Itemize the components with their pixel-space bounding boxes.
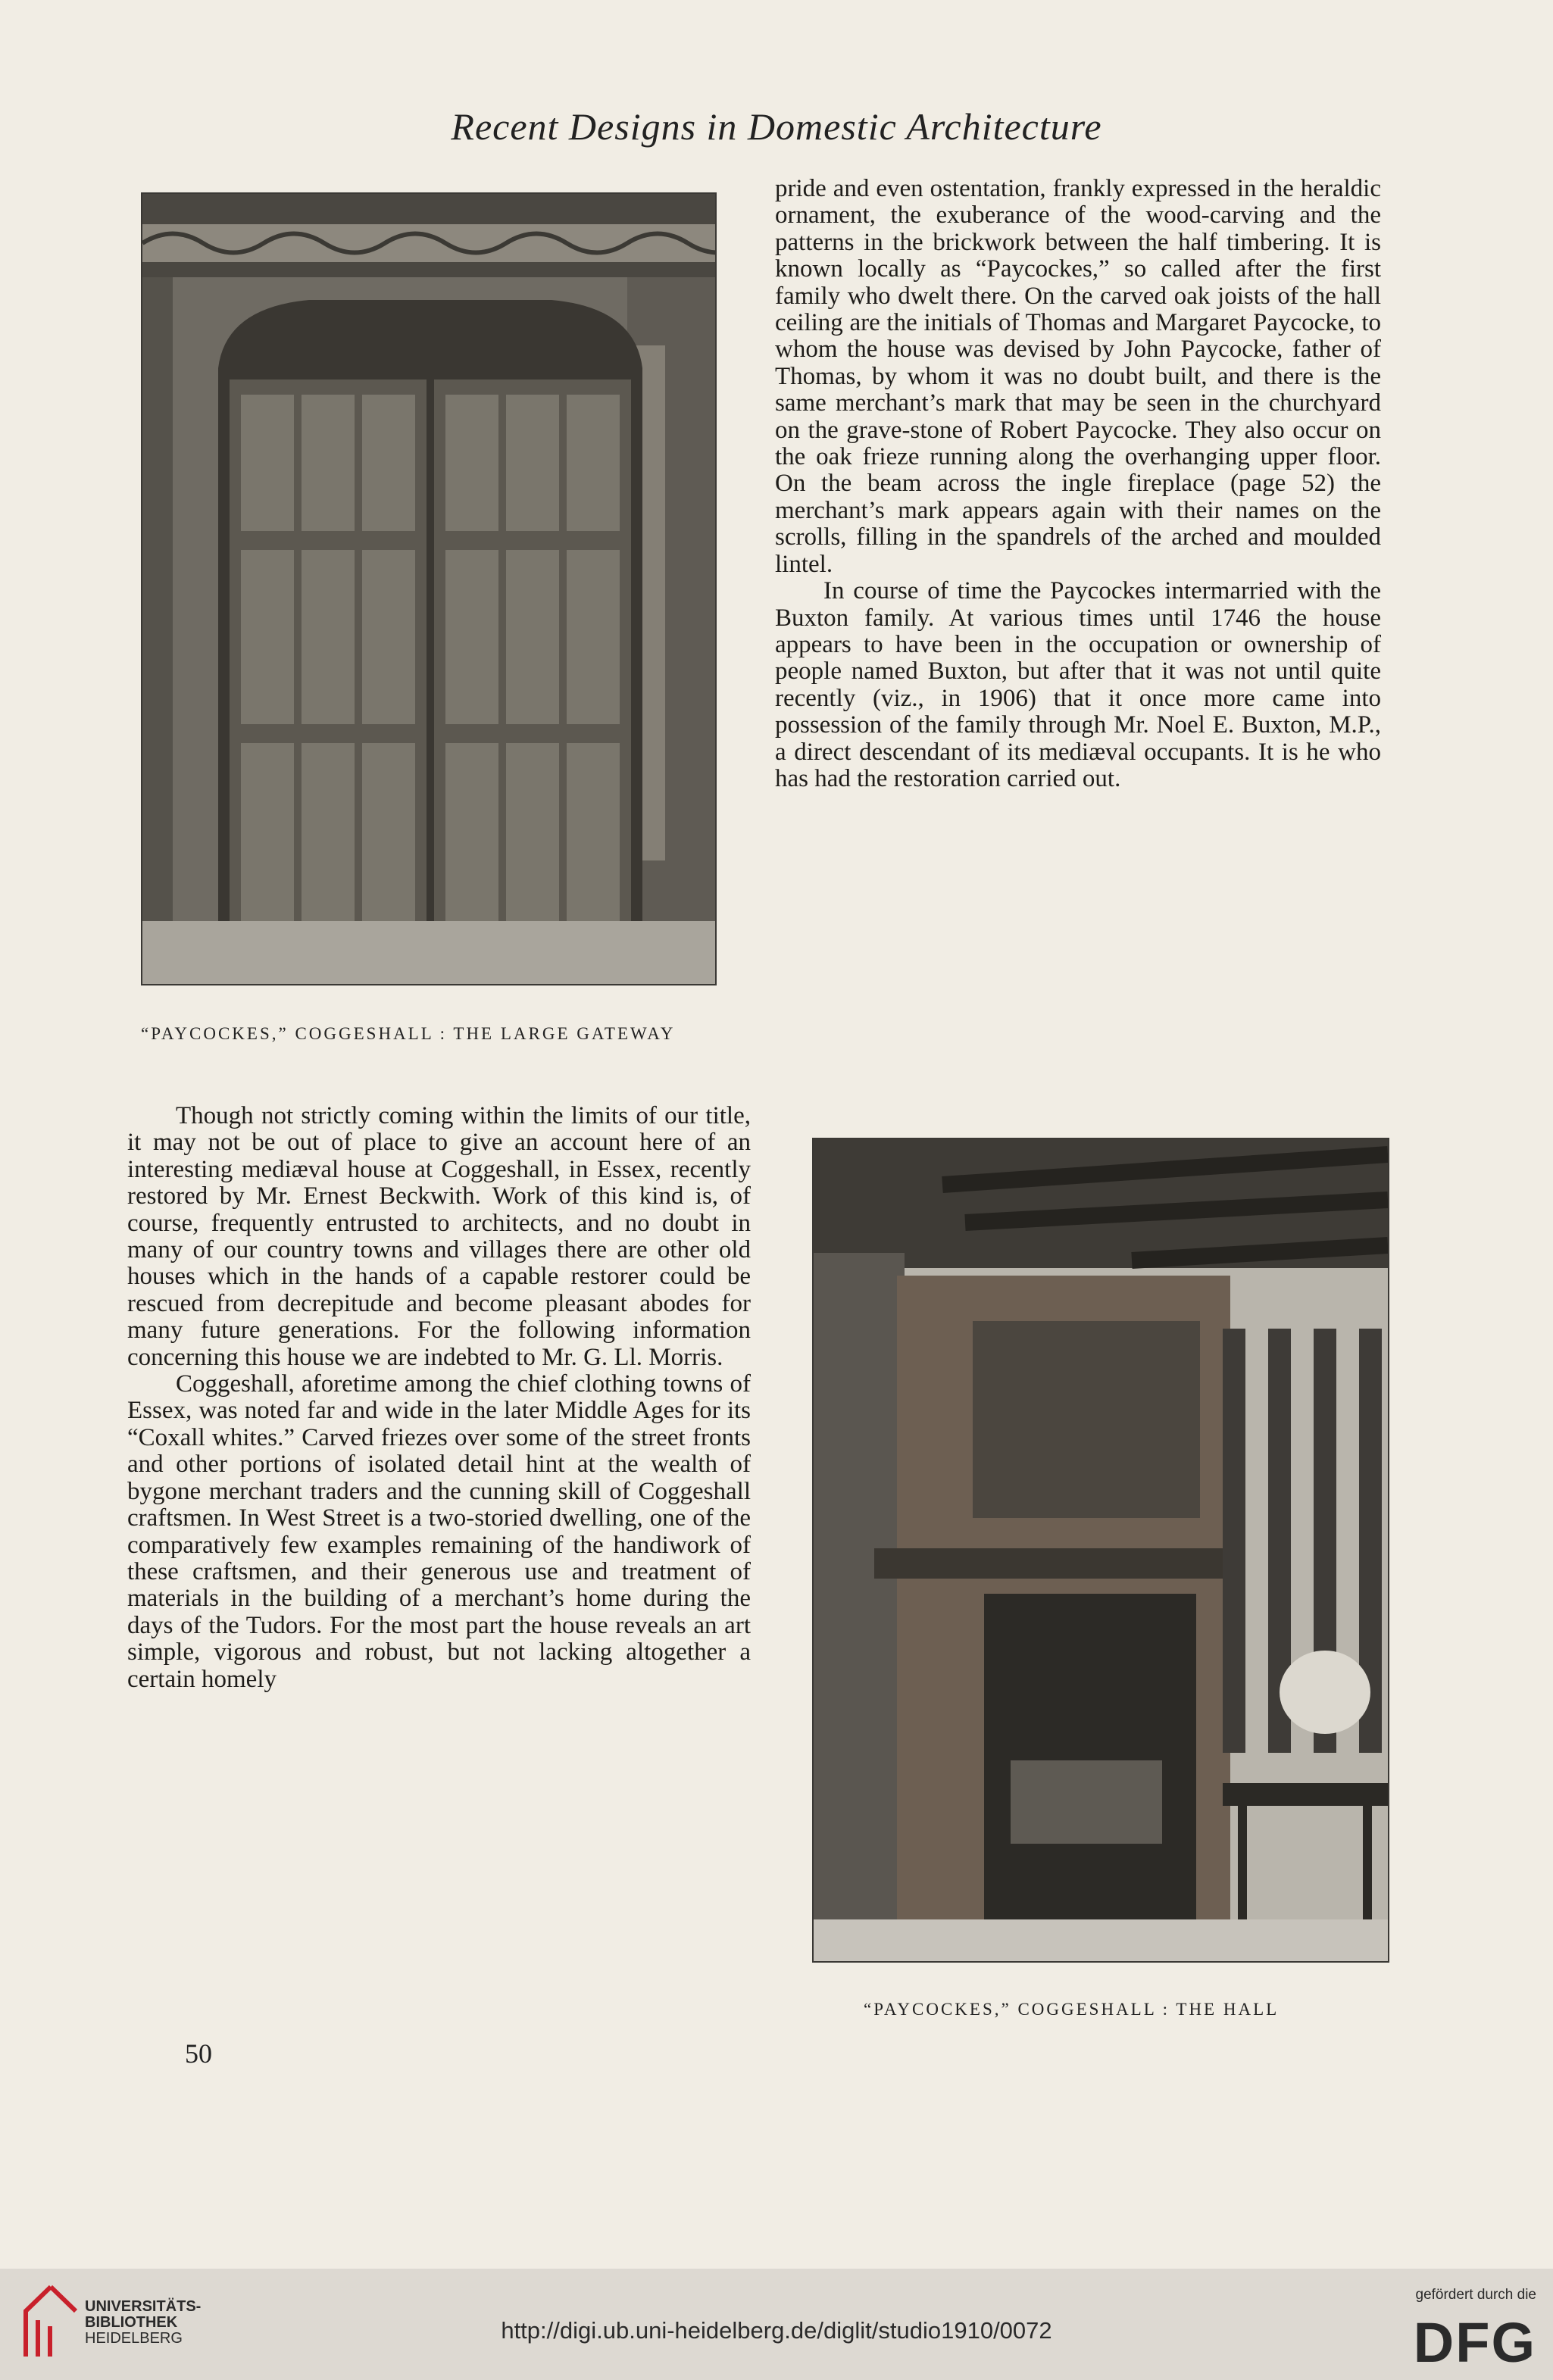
library-line: UNIVERSITÄTS- (85, 2298, 202, 2315)
gateway-caption: “PAYCOCKES,” COGGESHALL : THE LARGE GATEWAY (141, 1024, 676, 1043)
gateway-photo (141, 192, 717, 985)
left-paragraph-2: Coggeshall, aforetime among the chief clothing towns of Essex, was noted far and wide in the later Middle Ages for its “Coxall whites.” Carved friezes over some of the street fronts and other portions of isolated detail hint at the wealth of bygone merchant traders and the cunning skill of Coggeshall craftsmen. In West Street is a two-storied dwelling, one of the comparatively few examples remaining of the handiwork of these craftsmen, and their generous use and treatment of materials in the building of a merchant’s home during the days of the Tudors. For the most part the house reveals an art simple, vigorous and robust, but not lacking altogether a certain homely (127, 1370, 751, 1693)
hall-caption: “PAYCOCKES,” COGGESHALL : THE HALL (864, 2000, 1280, 2019)
funded-by-label: gefördert durch die (1415, 2287, 1536, 2303)
right-paragraph-2: In course of time the Paycockes intermarried with the Buxton family. At various times until 1746 the house appears to have been in the occupation or ownership of people named Buxton, but after that it was not until quite recently (viz., in 1906) that it once more came into possession of the family through Mr. Noel E. Buxton, M.P., a direct descendant of its mediæval occupants. It is he who has had the restoration carried out. (775, 577, 1381, 792)
library-line: HEIDELBERG (85, 2330, 183, 2347)
permalink-url[interactable]: http://digi.ub.uni-heidelberg.de/diglit/studio1910/0072 (501, 2317, 1052, 2344)
left-column (127, 1103, 751, 1693)
footer-bar (0, 2269, 1553, 2380)
hall-photo (812, 1138, 1389, 1963)
right-paragraph-1: pride and even ostentation, frankly expressed in the heraldic ornament, the exuberance of the wood-carving and the patterns in the brickwork between the half timbering. It is known locally as “Paycockes,” so called after the first family who dwelt there. On the carved oak joists of the hall ceiling are the initials of Thomas and Margaret Paycocke, to whom the house was devised by John Paycocke, father of Thomas, by whom it was no doubt built, and there is the same merchant’s mark that may be seen in the churchyard on the grave-stone of Robert Paycocke. They also occur on the oak frieze running along the overhanging upper floor. On the beam across the ingle fireplace (page 52) the merchant’s mark appears again with their names on the scrolls, filling in the spandrels of the arched and moulded lintel. (775, 175, 1381, 578)
right-column (775, 176, 1381, 792)
running-head: Recent Designs in Domestic Architecture (451, 105, 1102, 148)
left-paragraph-1: Though not strictly coming within the limits of our title, it may not be out of place to give an account here of an interesting mediæval house at Coggeshall, in Essex, recently restored by Mr. Ernest Beckwith. Work of this kind is, of course, frequently entrusted to architects, and no doubt in many of our country towns and villages there are other old houses which in the hands of a capable restorer could be rescued from decrepitude and become pleasant abodes for many future generations. For the following information concerning this house we are indebted to Mr. G. Ll. Morris. (127, 1102, 751, 1371)
library-line: BIBLIOTHEK (85, 2314, 178, 2331)
page-number: 50 (185, 2038, 212, 2069)
dfg-logo: DFG (1413, 2311, 1536, 2374)
